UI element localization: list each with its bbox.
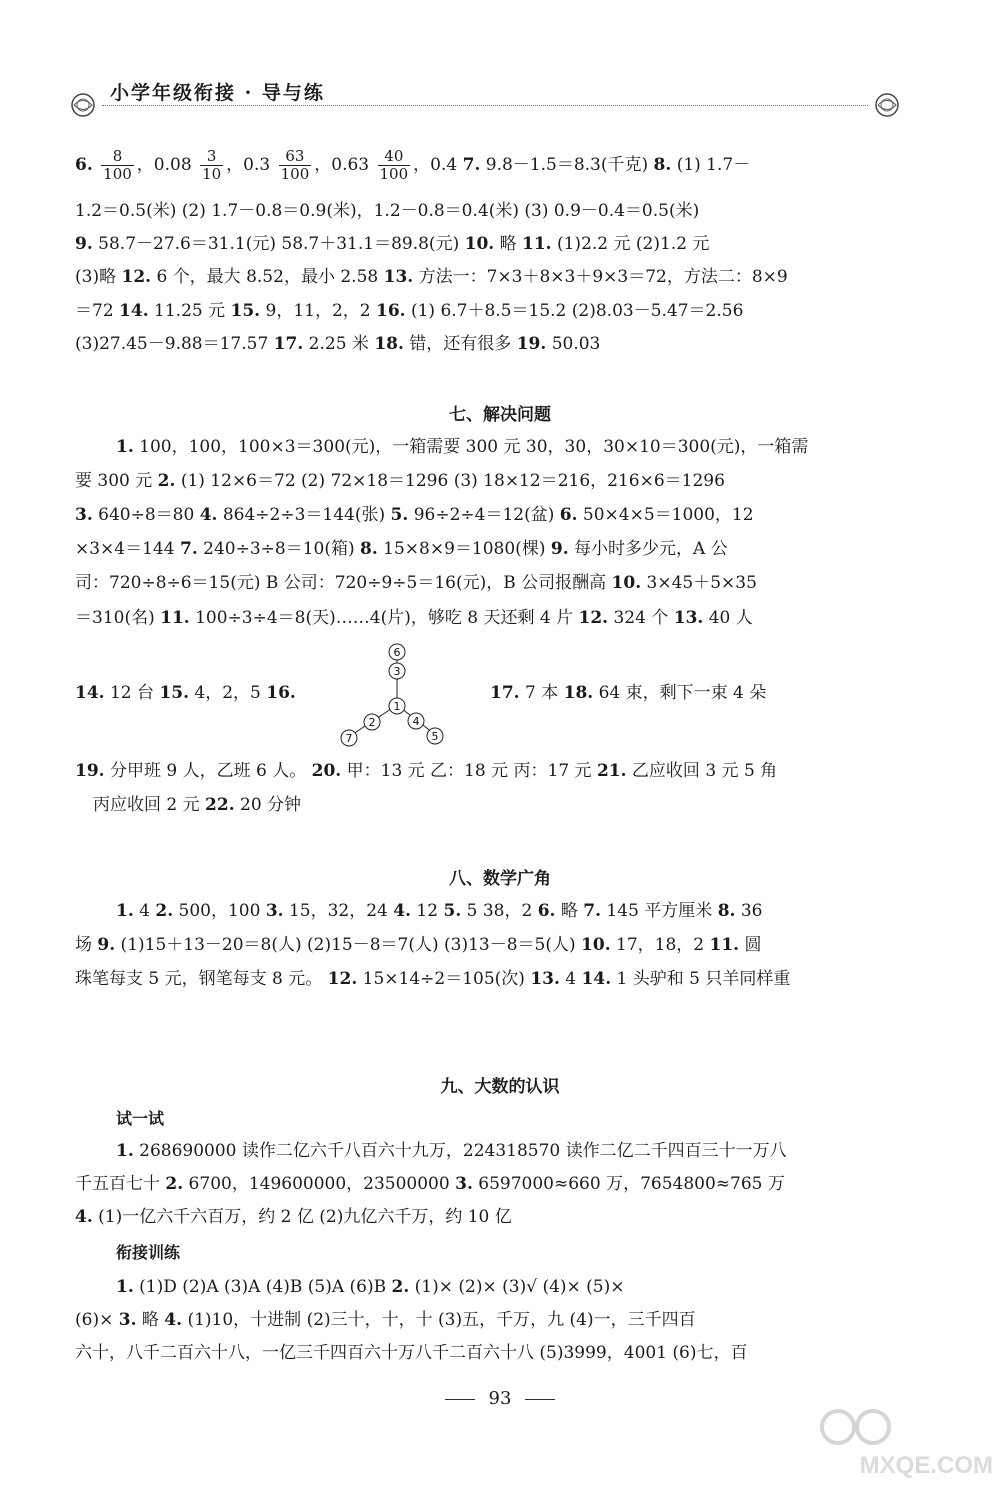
numerator: 63	[279, 148, 312, 166]
answer-text: 36	[735, 901, 763, 921]
answer-text: 500，100	[173, 901, 266, 921]
answer-line	[116, 1272, 906, 1302]
divider	[525, 1399, 555, 1400]
question-number: 4.	[75, 1207, 93, 1227]
question-number: 2.	[155, 901, 174, 921]
answer-text: (1) 6.7＋8.5＝15.2 (2)8.03－5.47＝2.56	[405, 301, 744, 321]
answer-line: 1.2＝0.5(米) (2) 1.7－0.8＝0.9(米)，1.2－0.8＝0.4(米) (3) 0.9－0.4＝0.5(米)	[75, 201, 700, 221]
question-number: 18.	[563, 683, 594, 703]
question-number: 6.	[75, 155, 93, 175]
subsection-title: 衔接训练	[116, 1243, 181, 1262]
header-title: 小学年级衔接 · 导与练	[110, 82, 325, 104]
question-number: 11.	[709, 935, 740, 955]
answer-text: 145 平方厘米	[601, 901, 718, 921]
question-number: 1.	[116, 1277, 134, 1297]
answer-text: 12 台	[104, 683, 160, 703]
question-number: 5.	[390, 505, 409, 525]
question-number: 2.	[391, 1277, 410, 1297]
tree-node	[389, 663, 405, 679]
question-number: 16.	[266, 683, 296, 703]
answer-text: 甲：13 元 乙：18 元 丙：17 元	[341, 761, 597, 781]
question-number: 1.	[116, 437, 134, 457]
tree-node	[389, 644, 405, 660]
question-number: 5.	[443, 901, 462, 921]
section-title: 九、大数的认识	[440, 1077, 560, 1097]
answer-text: 12	[411, 901, 444, 921]
answer-text: (3)略	[75, 267, 122, 287]
question-number: 1.	[116, 901, 134, 921]
answer-text: (1)15＋13－20＝8(人) (2)15－8＝7(人) (3)13－8＝5(人)	[115, 935, 582, 955]
answer-text: 3×45＋5×35	[641, 573, 757, 593]
answer-text: 场	[75, 935, 98, 955]
answer-line	[75, 534, 905, 564]
tree-node	[389, 698, 405, 714]
answer-text: 略	[136, 1310, 165, 1330]
answer-text: 15，32，24	[283, 901, 394, 921]
answer-text: 4	[133, 901, 156, 921]
answer-text: 4，2，5	[189, 683, 267, 703]
question-number: 7.	[462, 155, 481, 175]
tree-node-label: 2	[368, 716, 376, 729]
tree-node	[427, 728, 443, 744]
ornament-icon	[70, 92, 96, 118]
answer-text: 4	[559, 969, 582, 989]
question-number: 4.	[393, 901, 412, 921]
answer-text: 司：720÷8÷6＝15(元) B 公司：720÷9÷5＝16(元)，B 公司报酬高	[75, 573, 612, 593]
answer-line	[75, 466, 905, 496]
question-number: 17.	[490, 683, 520, 703]
answer-text: 9.8－1.5＝8.3(千克)	[480, 155, 649, 175]
answer-line	[75, 568, 905, 598]
answer-text: 15×8×9＝1080(棵)	[377, 539, 551, 559]
section-title: 七、解决问题	[449, 405, 551, 425]
subsection-title: 试一试	[116, 1109, 165, 1128]
answer-line	[75, 1202, 905, 1232]
tree-node-label: 1	[393, 700, 401, 713]
question-number: 6.	[537, 901, 556, 921]
question-number: 3.	[118, 1310, 137, 1330]
answer-text: (6)×	[75, 1310, 119, 1330]
answer-text: 50.03	[546, 334, 601, 354]
answer-line	[75, 603, 905, 633]
answer-text: 1 头驴和 5 只羊同样重	[611, 969, 791, 989]
answer-text: (1)× (2)× (3)√ (4)× (5)×	[409, 1277, 625, 1297]
answer-line	[75, 262, 905, 292]
question-number: 7.	[179, 539, 198, 559]
answer-text: 15×14÷2＝105(次)	[357, 969, 531, 989]
fraction	[279, 148, 312, 183]
question-number: 13.	[673, 608, 704, 628]
question-number: 14.	[119, 301, 149, 321]
question-number: 14.	[75, 683, 105, 703]
denominator: 10	[202, 165, 222, 183]
answer-text: ，0.3	[226, 155, 271, 175]
question-number: 14.	[581, 969, 612, 989]
answer-text: 6 个，最大 8.52，最小 2.58	[151, 267, 384, 287]
question-number: 17.	[273, 334, 304, 354]
answer-text: 64 束，剩下一束 4 朵	[593, 683, 767, 703]
question-number: 1.	[116, 1141, 134, 1161]
answer-text: 50×4×5＝1000，12	[577, 505, 754, 525]
tree-node-label: 5	[431, 730, 439, 743]
question-number: 12.	[121, 267, 152, 287]
answer-text: 640÷8＝80	[92, 505, 200, 525]
page-number: 93	[488, 1388, 512, 1409]
answer-text: 100÷3÷4＝8(天)……4(片)，够吃 8 天还剩 4 片	[189, 608, 579, 628]
answer-text: 96÷2÷4＝12(盆)	[408, 505, 560, 525]
answer-line	[116, 1136, 906, 1166]
answer-line	[75, 500, 905, 530]
numerator: 3	[200, 148, 223, 166]
answer-text: ×3×4＝144	[75, 539, 180, 559]
answer-line	[75, 756, 905, 786]
answer-line	[75, 678, 335, 708]
question-number: 8.	[717, 901, 736, 921]
answer-text: 58.7－27.6＝31.1(元) 58.7＋31.1＝89.8(元)	[92, 234, 465, 254]
denominator: 100	[280, 165, 310, 183]
answer-text: ，0.08	[136, 155, 192, 175]
answer-text: 240÷3÷8＝10(箱)	[197, 539, 361, 559]
answer-text: ，0.4	[413, 155, 458, 175]
divider	[445, 1399, 475, 1400]
question-number: 10.	[464, 234, 495, 254]
question-number: 10.	[611, 573, 642, 593]
answer-text: 每小时多少元，A 公	[568, 539, 728, 559]
question-number: 15.	[159, 683, 189, 703]
answer-text: 11.25 元	[148, 301, 231, 321]
answer-text: 7 本	[519, 683, 564, 703]
answer-text: 324 个	[608, 608, 674, 628]
answer-text: 方法一：7×3＋8×3＋9×3＝72，方法二：8×9	[413, 267, 788, 287]
numerator: 8	[101, 148, 134, 166]
ornament-icon	[874, 92, 900, 118]
question-number: 4.	[164, 1310, 183, 1330]
answer-text: 珠笔每支 5 元，钢笔每支 8 元。	[75, 969, 328, 989]
number-tree-diagram	[325, 640, 455, 750]
question-number: 3.	[265, 901, 284, 921]
answer-line	[75, 964, 905, 994]
answer-text: 略	[555, 901, 584, 921]
answer-line	[75, 147, 905, 183]
tree-node	[364, 714, 380, 730]
answer-text: 6597000≈660 万，7654800≈765 万	[472, 1174, 785, 1194]
watermark-text: MXQE.COM	[859, 1452, 993, 1479]
question-number: 11.	[160, 608, 190, 628]
answer-line	[75, 1305, 905, 1335]
question-number: 18.	[374, 334, 404, 354]
answer-text: 分甲班 9 人，乙班 6 人。	[104, 761, 312, 781]
question-number: 21.	[596, 761, 627, 781]
question-number: 16.	[375, 301, 406, 321]
question-number: 3.	[455, 1174, 473, 1194]
answer-line	[75, 296, 905, 326]
question-number: 13.	[530, 969, 560, 989]
answer-text: 6700，149600000，23500000	[183, 1174, 456, 1194]
answer-text: 268690000 读作二亿六千八百六十九万，224318570 读作二亿二千四百三十一万八	[133, 1141, 787, 1161]
answer-text: (1)10，十进制 (2)三十，十，十 (3)五，千万，九 (4)一，三千四百	[182, 1310, 696, 1330]
answer-line	[116, 432, 906, 462]
answer-text: 丙应收回 2 元	[93, 795, 206, 815]
answer-text: (1)一亿六千六百万，约 2 亿 (2)九亿六千万，约 10 亿	[92, 1207, 512, 1227]
denominator: 100	[103, 165, 132, 183]
answer-line	[490, 678, 910, 708]
answer-text: ，0.63	[314, 155, 370, 175]
fraction	[101, 148, 134, 183]
question-number: 2.	[157, 471, 176, 491]
question-number: 9.	[550, 539, 569, 559]
watermark	[818, 1405, 993, 1480]
question-number: 8.	[653, 155, 672, 175]
question-number: 15.	[230, 301, 261, 321]
answer-text: (1)2.2 元 (2)1.2 元	[551, 234, 710, 254]
answer-text: 要 300 元	[75, 471, 158, 491]
question-number: 22.	[205, 795, 235, 815]
question-number: 19.	[516, 334, 547, 354]
answer-text: 2.25 米	[303, 334, 375, 354]
page-header	[70, 78, 900, 118]
tree-node-label: 6	[393, 646, 401, 659]
question-number: 6.	[559, 505, 578, 525]
answer-text: (1) 12×6＝72 (2) 72×18＝1296 (3) 18×12＝216，216×6＝1296	[175, 471, 725, 491]
question-number: 7.	[583, 901, 602, 921]
question-number: 8.	[360, 539, 378, 559]
tree-node	[341, 730, 357, 746]
answer-line: 六十，八千二百六十八，一亿三千四百六十万八千二百六十八 (5)3999，4001 (6)七，百	[75, 1343, 748, 1363]
fraction	[200, 148, 223, 183]
answer-text: 20 分钟	[234, 795, 302, 815]
answer-text: 略	[494, 234, 522, 254]
answer-text: 100，100，100×3＝300(元)，一箱需要 300 元 30，30，30×10＝300(元)，一箱需	[133, 437, 809, 457]
section-title: 八、数学广角	[449, 869, 551, 889]
question-number: 10.	[581, 935, 611, 955]
header-divider	[102, 105, 868, 106]
answer-line	[75, 1169, 905, 1199]
answer-text: (1) 1.7－	[671, 155, 751, 175]
answer-text: ＝310(名)	[75, 608, 161, 628]
question-number: 19.	[75, 761, 105, 781]
answer-text: 圆	[739, 935, 762, 955]
answer-text: 错，还有很多	[403, 334, 517, 354]
answer-text: 9，11，2，2	[260, 301, 376, 321]
answer-text: 864÷2÷3＝144(张)	[217, 505, 391, 525]
tree-node	[408, 713, 424, 729]
question-number: 9.	[75, 234, 93, 254]
fraction	[378, 148, 411, 183]
question-number: 12.	[578, 608, 609, 628]
question-number: 9.	[97, 935, 116, 955]
tree-node-label: 3	[393, 665, 401, 678]
question-number: 2.	[165, 1174, 184, 1194]
answer-text: (3)27.45－9.88＝17.57	[75, 334, 274, 354]
answer-text: (1)D (2)A (3)A (4)B (5)A (6)B	[133, 1277, 392, 1297]
answer-text: 17，18，2	[610, 935, 710, 955]
question-number: 20.	[311, 761, 342, 781]
watermark-logo-icon	[818, 1405, 898, 1449]
answer-text: 5 38，2	[461, 901, 538, 921]
answer-text: 乙应收回 3 元 5 角	[626, 761, 778, 781]
answer-line	[75, 229, 905, 259]
tree-node-label: 7	[345, 732, 353, 745]
question-number: 13.	[383, 267, 414, 287]
question-number: 11.	[522, 234, 552, 254]
answer-line	[75, 329, 905, 359]
denominator: 100	[379, 165, 409, 183]
question-number: 12.	[327, 969, 358, 989]
answer-line	[75, 930, 905, 960]
question-number: 3.	[75, 505, 93, 525]
question-number: 4.	[199, 505, 218, 525]
answer-line	[116, 896, 906, 926]
answer-line	[93, 790, 923, 820]
tree-node-label: 4	[412, 715, 420, 728]
answer-text: 40 人	[703, 608, 753, 628]
answer-text: ＝72	[75, 301, 120, 321]
numerator: 40	[378, 148, 411, 166]
answer-text: 千五百七十	[75, 1174, 166, 1194]
